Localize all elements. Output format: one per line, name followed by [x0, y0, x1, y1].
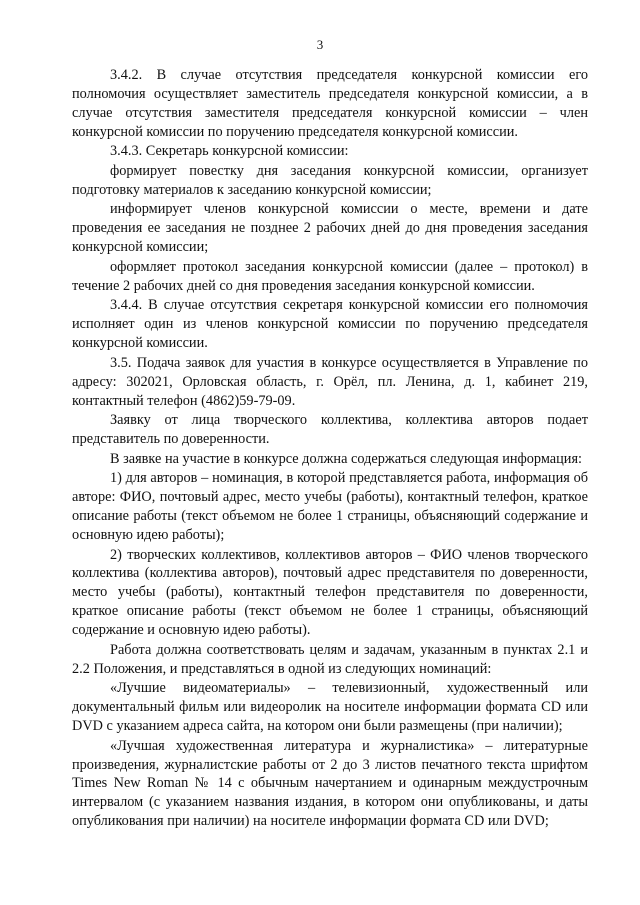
nomination-literature: «Лучшая художественная литература и журналистика» – литературные произведения, журналистские работы от 2 до 3 листов печатного текста шрифтом Times New Roman № 14 с обычным начертанием и одинарным междустрочным интервалом (с указанием названия издания, в котором они опубликованы, и даты опубликования при наличии) на носителе информации формата CD или DVD;	[72, 737, 588, 830]
page-number: 3	[316, 37, 324, 52]
paragraph-secretary-inform: информирует членов конкурсной комиссии о месте, времени и дате проведения ее заседания не позднее 2 рабочих дней до дня проведения заседания конкурсной комиссии;	[72, 201, 588, 256]
document-body	[72, 66, 588, 832]
list-item-authors: 1) для авторов – номинация, в которой представляется работа, информация об авторе: ФИО, почтовый адрес, место учебы (работы), контактный телефон, краткое описание работы (текст объемом не более 1 страницы, объясняющий содержание и основную идею работы);	[72, 470, 588, 543]
nomination-video: «Лучшие видеоматериалы» – телевизионный, художественный или документальный фильм или видеоролик на носителе информации формата CD или DVD с указанием адреса сайта, на котором они были размещены (при наличии);	[72, 680, 588, 735]
paragraph-application-content: В заявке на участие в конкурсе должна содержаться следующая информация:	[110, 450, 583, 467]
paragraph-3-4-2: 3.4.2. В случае отсутствия председателя конкурсной комиссии его полномочия осуществляет заместитель председателя конкурсной комиссии, а в случае отсутствия заместителя председателя конкурсной комиссии – член конкурсной комиссии по поручению председателя конкурсной комиссии.	[72, 67, 588, 140]
paragraph-nominations-intro: Работа должна соответствовать целям и задачам, указанным в пунктах 2.1 и 2.2 Положения, и представляться в одной из следующих номинаций:	[72, 641, 588, 677]
paragraph-3-4-3: 3.4.3. Секретарь конкурсной комиссии:	[110, 143, 349, 160]
paragraph-secretary-protocol: оформляет протокол заседания конкурсной комиссии (далее – протокол) в течение 2 рабочих дней со дня проведения заседания конкурсной комиссии.	[72, 258, 588, 294]
paragraph-representative: Заявку от лица творческого коллектива, коллектива авторов подает представитель по доверенности.	[72, 412, 588, 448]
paragraph-3-4-4: 3.4.4. В случае отсутствия секретаря конкурсной комиссии его полномочия исполняет один из членов конкурсной комиссии по поручению председателя конкурсной комиссии.	[72, 297, 588, 352]
paragraph-3-5: 3.5. Подача заявок для участия в конкурсе осуществляется в Управление по адресу: 302021, Орловская область, г. Орёл, пл. Ленина, д. 1, кабинет 219, контактный телефон (4862)59-79-09.	[72, 354, 588, 409]
paragraph-secretary-agenda: формирует повестку дня заседания конкурсной комиссии, организует подготовку материалов к заседанию конкурсной комиссии;	[72, 162, 588, 198]
list-item-collectives: 2) творческих коллективов, коллективов авторов – ФИО членов творческого коллектива (коллектива авторов), почтовый адрес представителя по доверенности, место учебы (работы), контактный телефон представителя по доверенности, краткое описание работы (текст объемом не более 1 страницы, объясняющий содержание и основную идею работы).	[72, 546, 588, 639]
